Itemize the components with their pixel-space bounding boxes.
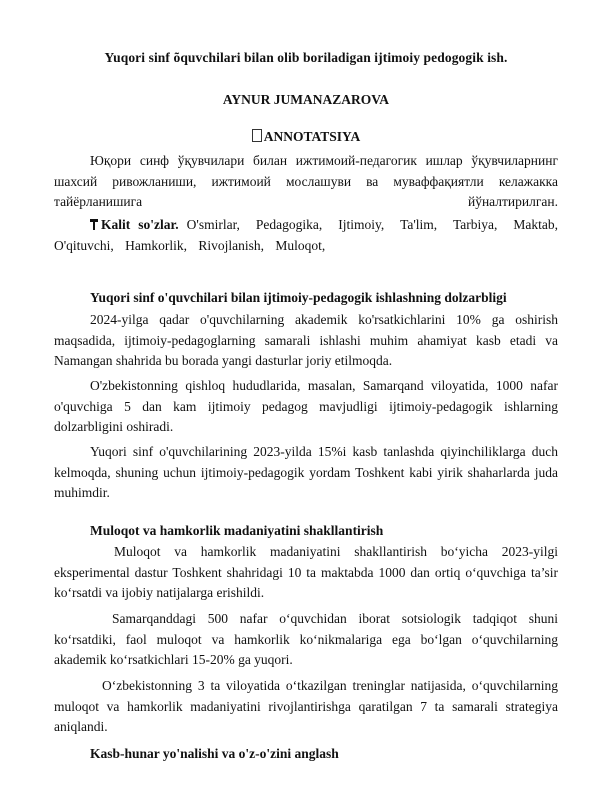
section-heading: Yuqori sinf o'quvchilari bilan ijtimoiy-pedagogik ishlashning dolzarbligi bbox=[90, 290, 507, 305]
annotation-heading bbox=[0, 129, 612, 145]
paragraph-text: 2024-yilga qadar o'quvchilarning akademik ko'rsatkichlarini 10% ga oshirish maqsadida, ijtimoiy-pedagoglarning samarali ishlashi muhim ahamiyat kasb etadi va Namangan shahrida bu borada yangi dasturlar joriy etilmoqda. bbox=[54, 312, 558, 368]
paragraph-text: O‘zbekistonning 3 ta viloyatida o‘tkazilgan treninglar natijasida, o‘quvchilarning muloqot va hamkorlik madaniyatini rivojlantirishga qaratilgan 7 ta samarali strategiya aniqlandi. bbox=[54, 678, 558, 734]
annotation-line-left: тайёрланишига bbox=[54, 194, 143, 209]
keywords-paragraph bbox=[54, 215, 558, 256]
paragraph-text: O'zbekistonning qishloq hududlarida, masalan, Samarqand viloyatida, 1000 nafar o'quvchiga 5 dan kam ijtimoiy pedagog mavjudligi ijtimoiy-pedagogik ishlarning dolzarbligini oshiradi. bbox=[54, 378, 558, 434]
paragraph-text: Samarqanddagi 500 nafar o‘quvchidan iborat sotsiologik tadqiqot shuni ko‘rsatdiki, faol muloqot va hamkorlik ko‘nikmalariga ega bo‘lgan o‘quvchilarning akademik ko‘rsatkichlari 15-20% ga yuqori. bbox=[54, 611, 558, 667]
body-paragraph bbox=[54, 609, 558, 671]
body-paragraph bbox=[54, 310, 558, 372]
paper-title: Yuqori sinf õquvchilari bilan olib bоriladigan ijtimoiy pedogogik ish. bbox=[104, 50, 508, 65]
paragraph-text: Muloqot va hamkorlik madaniyatini shakllantirish bo‘yicha 2023-yilgi eksperimental dastur Toshkent shahridagi 10 ta maktabda 1000 dan ortiq o‘quvchiga ta’sir ko‘rsatdi va ijobiy natijalarga erishildi. bbox=[54, 544, 558, 600]
body-paragraph bbox=[54, 376, 558, 438]
annotation-line bbox=[54, 192, 558, 213]
body-paragraph bbox=[54, 676, 558, 738]
annotation-line: шахсий ривожланиши, ижтимоий мослашуви ва муваффақиятли келажакка bbox=[54, 173, 558, 189]
section-heading: Muloqot va hamkorlik madaniyatini shakllantirish bbox=[90, 523, 384, 538]
body-paragraph bbox=[54, 542, 558, 604]
section-heading: Kasb-hunar yo'nalishi va o'z-o'zini anglash bbox=[90, 746, 339, 761]
author-name: AYNUR JUMANAZAROVA bbox=[222, 92, 390, 107]
pin-icon bbox=[90, 219, 98, 230]
missing-glyph-icon bbox=[252, 129, 262, 142]
annotation-line-right: йўналтирилган. bbox=[467, 194, 558, 209]
annotation-body bbox=[54, 151, 558, 213]
annotation-heading-text: ANNOTATSIYA bbox=[263, 129, 361, 144]
keywords-label: Kalit so'zlar. bbox=[101, 217, 179, 232]
body-paragraph bbox=[54, 442, 558, 504]
paragraph-text: Yuqori sinf o'quvchilarining 2023-yilda 15%i kasb tanlashda qiyinchiliklarga duch kelmoqda, shuning uchun ijtimoiy-pedagogik yordam Toshkent kabi yirik shaharlarda juda muhimdir. bbox=[54, 444, 558, 500]
annotation-line-text: Юқори синф ўқувчилари билан ижтимоий-педагогик ишлар ўқувчиларнинг bbox=[90, 153, 558, 168]
annotation-line bbox=[54, 151, 558, 172]
keywords-list: O'smirlar, Pedagogika, Ijtimoiy, Ta'lim, Tarbiya, Maktab, O'qituvchi, Hamkorlik, Rivojlanish, Muloqot, bbox=[54, 217, 558, 253]
